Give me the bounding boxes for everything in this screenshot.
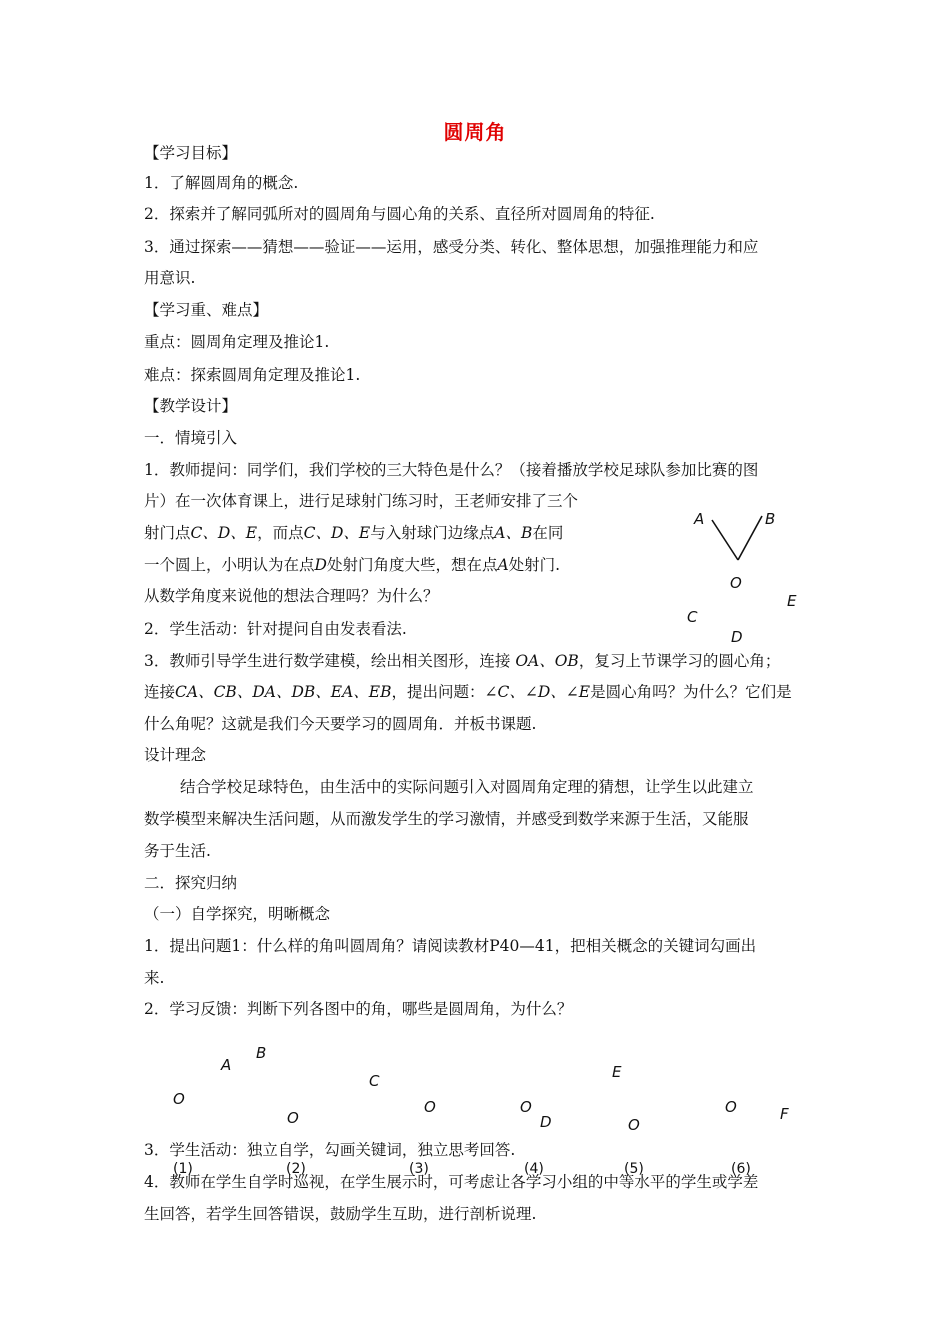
fig2-caption-1: (1) (173, 1161, 193, 1177)
fig1-label-a: A (694, 510, 705, 528)
fig2-caption-6: (6) (731, 1161, 751, 1177)
fig2-label-o4: O (520, 1098, 532, 1116)
line-a-to-d (712, 520, 738, 560)
fig2-label-o5: O (628, 1116, 640, 1134)
part2-sub1: （一）自学探究，明晰概念 (144, 905, 331, 923)
fig1-label-o: O (730, 574, 742, 592)
concept-line1: 结合学校足球特色，由生活中的实际问题引入对圆周角定理的猜想，让学生以此建立 (180, 778, 754, 796)
p1-1-line2: 片）在一次体育课上，进行足球射门练习时，王老师安排了三个 (144, 492, 579, 510)
page-title: 圆周角 (443, 120, 507, 144)
fig1-label-e: E (787, 592, 797, 610)
p1-1-line3: 射门点C、D、E，而点C、D、E与入射球门边缘点A、B在同 (144, 524, 564, 542)
concept-line2: 数学模型来解决生活问题，从而激发学生的学习激情，并感受到数学来源于生活，又能服 (144, 810, 749, 828)
p1-1-line4: 一个圆上，小明认为在点D处射门角度大些，想在点A处射门. (144, 556, 561, 574)
fig2-label-d: D (540, 1113, 552, 1131)
p2-1-line2: 来. (144, 969, 165, 987)
fig2-label-a: A (221, 1056, 232, 1074)
fig2-label-o3: O (424, 1098, 436, 1116)
fig2-caption-4: (4) (524, 1161, 544, 1177)
p1-2: 2．学生活动：针对提问自由发表看法. (144, 620, 407, 638)
fig2-label-o1: O (173, 1090, 185, 1108)
fig1-label-d: D (731, 628, 743, 646)
p1-3-line3: 什么角呢？这就是我们今天要学习的圆周角．并板书课题. (144, 715, 537, 733)
part1-heading: 一．情境引入 (144, 429, 238, 447)
goal-3-line2: 用意识. (144, 269, 196, 287)
design-header: 【教学设计】 (144, 397, 238, 415)
goal-2: 2．探索并了解同弧所对的圆周角与圆心角的关系、直径所对圆周角的特征. (144, 205, 655, 223)
p2-3: 3．学生活动：独立自学，勾画关键词，独立思考回答. (144, 1141, 516, 1159)
concept-line3: 务于生活. (144, 842, 211, 860)
key-header: 【学习重、难点】 (144, 301, 269, 319)
fig2-caption-3: (3) (409, 1161, 429, 1177)
fig2-caption-5: (5) (624, 1161, 644, 1177)
fig2-label-o6: O (725, 1098, 737, 1116)
hard-point: 难点：探索圆周角定理及推论1. (144, 366, 361, 384)
p1-3-line2: 连接CA、CB、DA、DB、EA、EB，提出问题：∠C、∠D、∠E是圆心角吗？为什么？它们是 (144, 683, 792, 701)
p2-2: 2．学习反馈：判断下列各图中的角，哪些是圆周角，为什么？ (144, 1000, 573, 1018)
p2-4-line1: 4．教师在学生自学时巡视，在学生展示时，可考虑让各学习小组的中等水平的学生或学差 (144, 1173, 759, 1191)
fig1-label-c: C (687, 608, 698, 626)
fig2-label-o2: O (287, 1109, 299, 1127)
line-d-to-b (738, 516, 762, 560)
goal-1: 1．了解圆周角的概念. (144, 174, 299, 192)
p1-1-line1: 1．教师提问：同学们，我们学校的三大特色是什么？（接着播放学校足球队参加比赛的图 (144, 461, 759, 479)
concept-header: 设计理念 (144, 746, 207, 764)
p1-1-line5: 从数学角度来说他的想法合理吗？为什么？ (144, 587, 439, 605)
part2-heading: 二．探究归纳 (144, 874, 238, 892)
goal-3-line1: 3．通过探索——猜想——验证——运用，感受分类、转化、整体思想，加强推理能力和应 (144, 238, 759, 256)
fig1-label-b: B (765, 510, 776, 528)
fig2-caption-2: (2) (286, 1161, 306, 1177)
fig2-label-b: B (256, 1044, 267, 1062)
key-point: 重点：圆周角定理及推论1. (144, 333, 330, 351)
goals-header: 【学习目标】 (144, 144, 238, 162)
p2-1-line1: 1．提出问题1：什么样的角叫圆周角？请阅读教材P40—41，把相关概念的关键词勾画出 (144, 937, 757, 955)
fig2-label-f: F (780, 1105, 789, 1123)
fig2-label-c: C (369, 1072, 380, 1090)
p1-3-line1: 3．教师引导学生进行数学建模，绘出相关图形，连接 OA、OB，复习上节课学习的圆心角； (144, 652, 781, 670)
fig2-label-e: E (612, 1063, 622, 1081)
p2-4-line2: 生回答，若学生回答错误，鼓励学生互助，进行剖析说理. (144, 1205, 537, 1223)
